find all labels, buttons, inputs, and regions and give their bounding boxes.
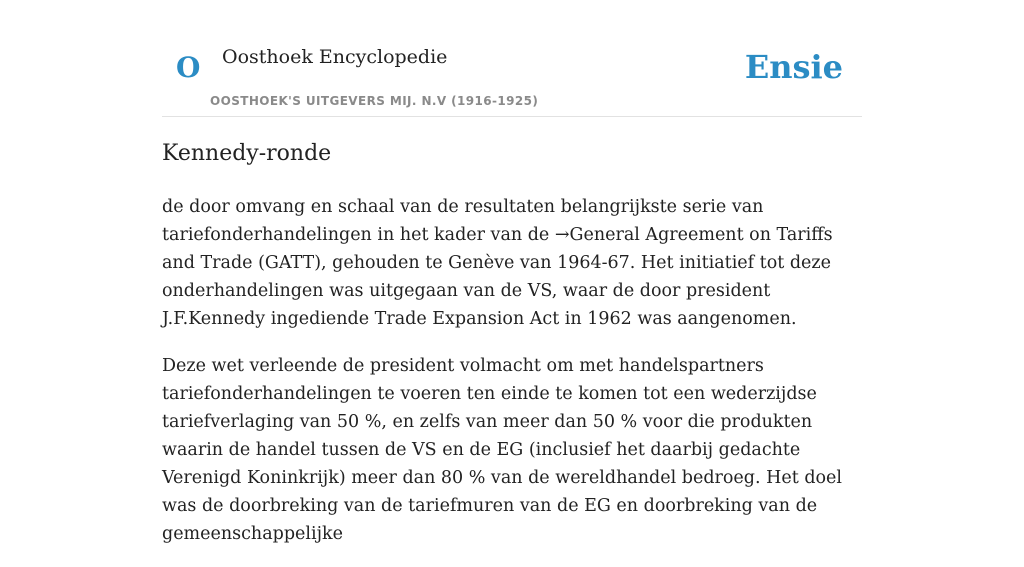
article-title: Kennedy-ronde — [162, 141, 332, 166]
cross-reference-link[interactable]: →General Agreement on Tariffs and Trade — [162, 225, 833, 273]
article — [162, 138, 862, 567]
article-paragraph-2: Deze wet verleende de president volmacht om met handelspartners tariefonderhandelingen te voeren ten einde te komen tot een wederzijdse tariefverlaging van 50 %, en zelfs van meer dan 50 % voor die produkten waarin de handel tussen de VS en de EG (inclusief het daarbij gedachte Verenigd Koninkrijk) meer dan 80 % van de wereldhandel bedroeg. Het doel was de doorbreking van de tariefmuren van de EG en doorbreking van de gemeenschappelijke — [162, 356, 843, 544]
publisher-subtitle: OOSTHOEK'S UITGEVERS MIJ. N.V (1916-1925) — [210, 94, 539, 108]
paragraph-text: de door omvang en schaal van de resultaten belangrijkste serie van tariefonderhandelingen in het kader van de — [162, 197, 764, 245]
encyclopedia-title: Oosthoek Encyclopedie — [222, 46, 448, 68]
publisher-logo[interactable]: O — [176, 51, 201, 84]
article-paragraph-1 — [162, 193, 862, 333]
ensie-brand-logo[interactable]: Ensie — [744, 48, 843, 86]
site-header — [162, 0, 862, 117]
paragraph-text: (GATT), gehouden te Genève van 1964-67. Het initiatief tot deze onderhandelingen was uitgegaan van de VS, waar de door president J.F.Kennedy ingediende Trade Expansion Act in 1962 was aangenomen. — [162, 253, 831, 329]
